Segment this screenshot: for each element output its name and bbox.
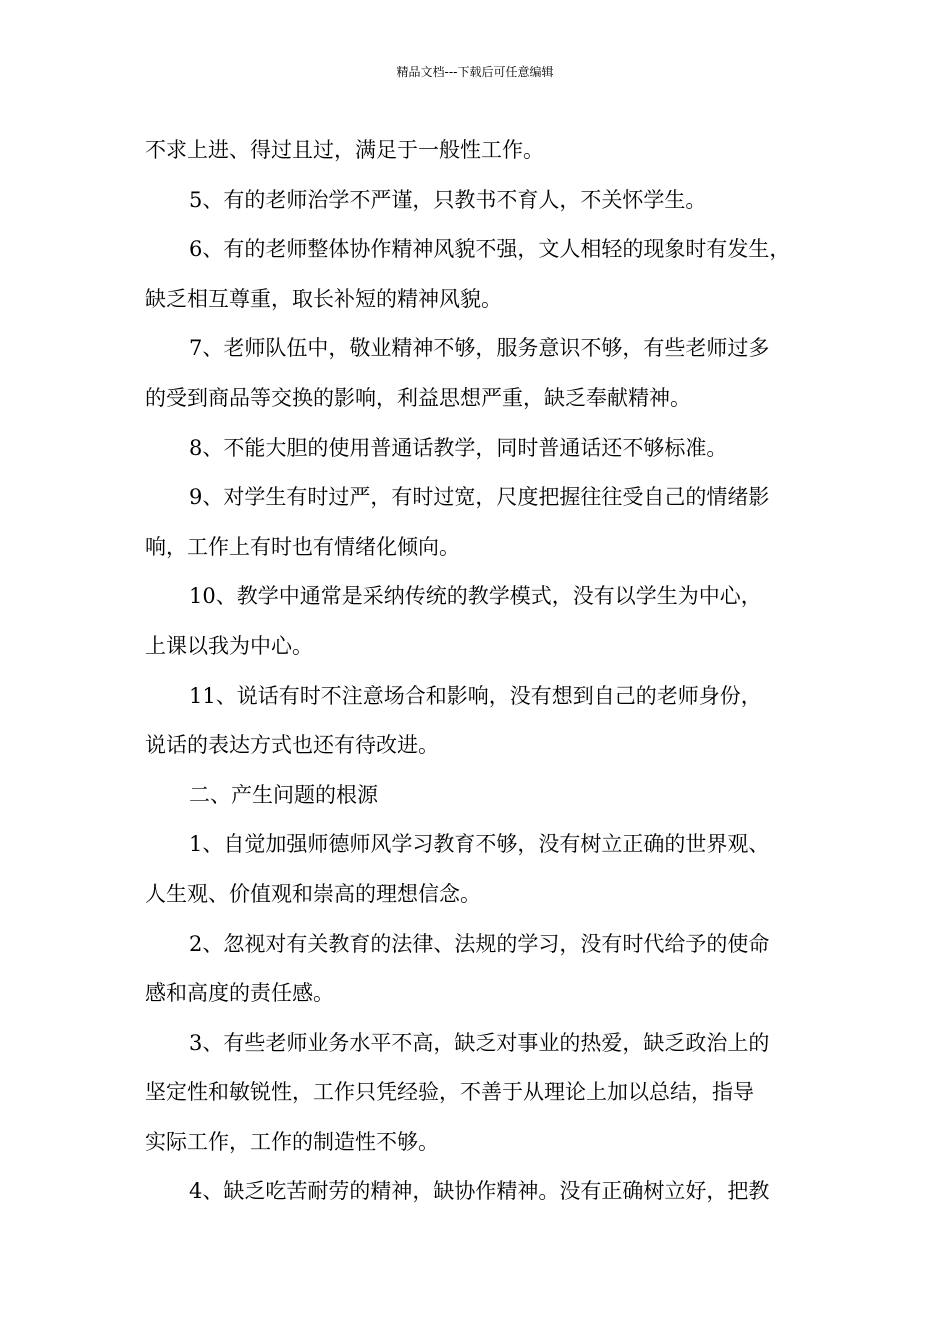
text-line: 实际工作，工作的制造性不够。 bbox=[145, 1129, 439, 1154]
page-header: 精品文档---下载后可任意编辑 bbox=[396, 65, 554, 79]
text-line: 响，工作上有时也有情绪化倾向。 bbox=[145, 534, 460, 559]
text-line: 不求上进、得过且过，满足于一般性工作。 bbox=[145, 138, 544, 162]
section-heading: 二、产生问题的根源 bbox=[189, 782, 378, 807]
text-line: 感和高度的责任感。 bbox=[145, 981, 334, 1006]
text-line: 3、有些老师业务水平不高，缺乏对事业的热爱，缺乏政治上的 bbox=[189, 1030, 770, 1055]
text-line: 10、教学中通常是采纳传统的教学模式，没有以学生为中心， bbox=[189, 584, 762, 609]
text-line: 7、老师队伍中，敬业精神不够，服务意识不够，有些老师过多 bbox=[189, 336, 770, 361]
text-line: 2、忽视对有关教育的法律、法规的学习，没有时代给予的使命 bbox=[189, 931, 770, 956]
text-line: 坚定性和敏锐性，工作只凭经验，不善于从理论上加以总结，指导 bbox=[145, 1080, 754, 1105]
text-line: 的受到商品等交换的影响，利益思想严重，缺乏奉献精神。 bbox=[145, 385, 691, 410]
text-line: 8、不能大胆的使用普通话教学，同时普通话还不够标准。 bbox=[189, 435, 728, 460]
text-line: 1、自觉加强师德师风学习教育不够，没有树立正确的世界观、 bbox=[189, 832, 770, 857]
text-line: 缺乏相互尊重，取长补短的精神风貌。 bbox=[145, 286, 502, 311]
text-line: 上课以我为中心。 bbox=[145, 633, 313, 658]
text-line: 4、缺乏吃苦耐劳的精神，缺协作精神。没有正确树立好，把教 bbox=[189, 1179, 770, 1204]
text-line: 5、有的老师治学不严谨，只教书不育人，不关怀学生。 bbox=[189, 187, 707, 212]
text-line: 6、有的老师整体协作精神风貌不强，文人相轻的现象时有发生， bbox=[189, 237, 791, 262]
text-line: 说话的表达方式也还有待改进。 bbox=[145, 733, 439, 758]
text-line: 9、对学生有时过严，有时过宽，尺度把握往往受自己的情绪影 bbox=[189, 485, 770, 510]
document-body bbox=[145, 126, 825, 1217]
text-line: 人生观、价值观和崇高的理想信念。 bbox=[145, 881, 481, 906]
text-line: 11、说话有时不注意场合和影响，没有想到自己的老师身份， bbox=[189, 683, 762, 708]
